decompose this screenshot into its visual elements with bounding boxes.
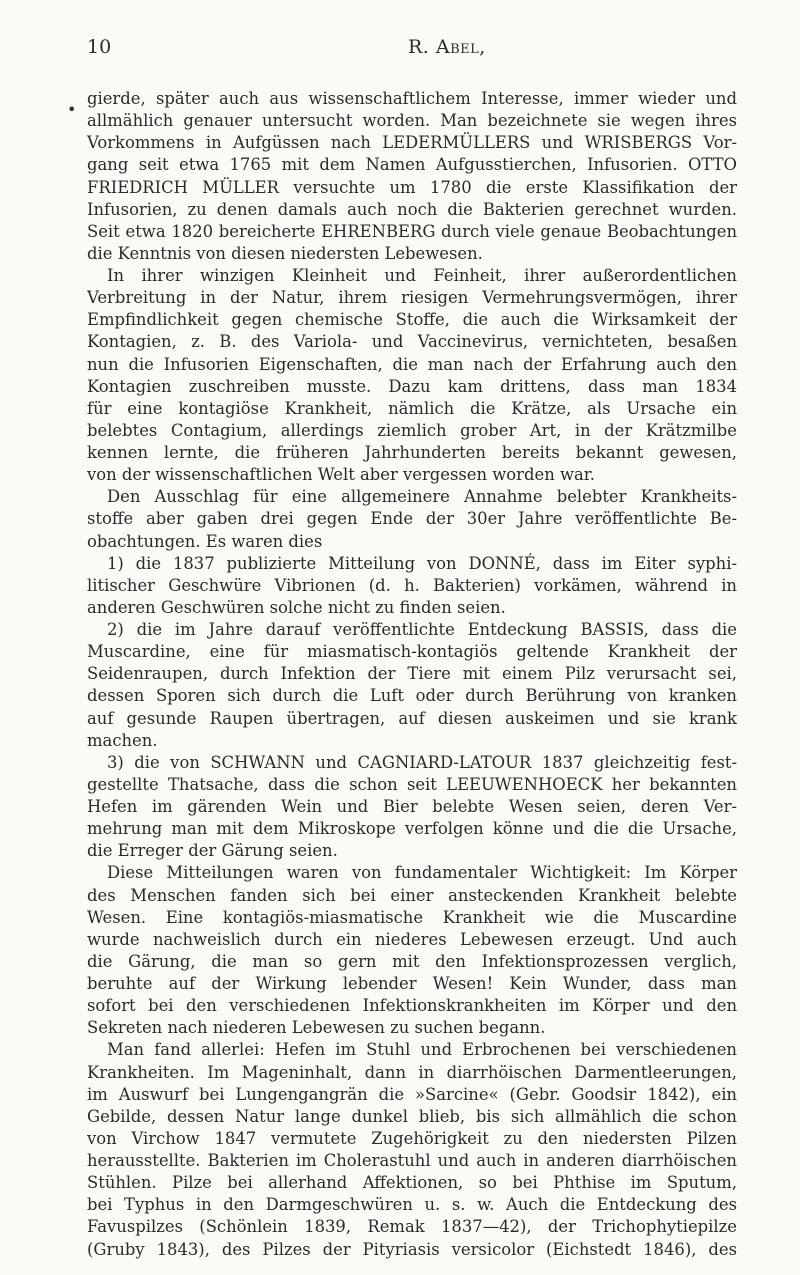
- text-line: des Menschen fanden sich bei einer ansteckenden Krankheit belebte: [87, 885, 737, 905]
- text-line: Hefen im gärenden Wein und Bier belebte Wesen seien, deren Ver-: [87, 797, 737, 816]
- text-line: Verbreitung in der Natur, ihrem riesigen Vermehrungsvermögen, ihrer: [87, 288, 737, 308]
- text-line: anderen Geschwüren solche nicht zu finden seien.: [87, 597, 506, 617]
- text-line: machen.: [87, 730, 158, 750]
- text-line: herausstellte. Bakterien im Cholerastuhl und auch in anderen diarrhöischen: [87, 1151, 737, 1170]
- text-line: Muscardine, eine für miasmatisch-kontagiös geltende Krankheit der: [87, 642, 737, 662]
- text-line: Krankheiten. Im Mageninhalt, dann in diarrhöischen Darmentleerungen,: [87, 1062, 737, 1082]
- text-line: FRIEDRICH MÜLLER versuchte um 1780 die erste Klassifikation der: [87, 177, 737, 197]
- text-line: Stühlen. Pilze bei allerhand Affektionen, so bei Phthise im Sputum,: [87, 1173, 737, 1193]
- text-line: für eine kontagiöse Krankheit, nämlich die Krätze, als Ursache ein: [87, 398, 737, 418]
- text-line: Empfindlichkeit gegen chemische Stoffe, die auch die Wirksamkeit der: [87, 310, 737, 330]
- text-line: die Erreger der Gärung seien.: [87, 841, 338, 861]
- text-line: (Gruby 1843), des Pilzes der Pityriasis versicolor (Eichstedt 1846), des: [87, 1239, 737, 1259]
- text-line: Vorkommens in Aufgüssen nach LEDERMÜLLERS und WRISBERGS Vor-: [87, 133, 737, 153]
- text-line: von Virchow 1847 vermutete Zugehörigkeit zu den niedersten Pilzen: [87, 1128, 737, 1148]
- text-line: wurde nachweislich durch ein niederes Lebewesen erzeugt. Und auch: [87, 929, 737, 949]
- text-line: obachtungen. Es waren dies: [87, 531, 323, 551]
- text-line: Diese Mitteilungen waren von fundamentaler Wichtigkeit: Im Körper: [107, 863, 737, 883]
- text-line: nun die Infusorien Eigenschaften, die man nach der Erfahrung auch den: [87, 354, 737, 374]
- text-line: In ihrer winzigen Kleinheit und Feinheit, ihrer außerordentlichen: [107, 266, 737, 285]
- text-line: Wesen. Eine kontagiös-miasmatische Krankheit wie die Muscardine: [87, 907, 737, 927]
- text-line: Man fand allerlei: Hefen im Stuhl und Erbrochenen bei verschiedenen: [107, 1040, 737, 1060]
- text-line: Favuspilzes (Schönlein 1839, Remak 1837—42), der Trichophytiepilze: [87, 1217, 737, 1237]
- page-number: 10: [87, 36, 112, 58]
- text-line: Infusorien, zu denen damals auch noch die Bakterien gerechnet wurden.: [87, 199, 737, 219]
- text-line: Seidenraupen, durch Infektion der Tiere mit einem Pilz verursacht sei,: [87, 664, 737, 684]
- text-line: auf gesunde Raupen übertragen, auf diesen auskeimen und sie krank: [87, 708, 737, 728]
- text-line: allmählich genauer untersucht worden. Man bezeichnete sie wegen ihres: [87, 111, 737, 131]
- text-line: belebtes Contagium, allerdings ziemlich grober Art, in der Krätzmilbe: [87, 420, 737, 440]
- text-line: Kontagien zuschreiben musste. Dazu kam drittens, dass man 1834: [87, 376, 737, 396]
- text-line: 3) die von SCHWANN und CAGNIARD-LATOUR 1837 gleichzeitig fest-: [107, 752, 737, 772]
- text-line: stoffe aber gaben drei gegen Ende der 30er Jahre veröffentlichte Be-: [87, 509, 737, 529]
- text-line: die Gärung, die man so gern mit den Infektionsprozessen verglich,: [87, 951, 737, 971]
- text-line: gestellte Thatsache, dass die schon seit LEEUWENHOECK her bekannten: [87, 774, 737, 794]
- text-line: 2) die im Jahre darauf veröffentlichte Entdeckung BASSIS, dass die: [107, 620, 737, 639]
- text-line: gang seit etwa 1765 mit dem Namen Aufgusstierchen, Infusorien. OTTO: [87, 155, 737, 175]
- text-line: Den Ausschlag für eine allgemeinere Annahme belebter Krankheits-: [107, 487, 737, 507]
- text-line: Gebilde, dessen Natur lange dunkel blieb, bis sich allmählich die schon: [87, 1106, 737, 1126]
- text-line: gierde, später auch aus wissenschaftlichem Interesse, immer wieder und: [87, 89, 737, 108]
- text-line: Kontagien, z. B. des Variola- und Vaccinevirus, vernichteten, besaßen: [87, 332, 737, 352]
- text-line: im Auswurf bei Lungengangrän die »Sarcine« (Gebr. Goodsir 1842), ein: [87, 1084, 737, 1104]
- margin-mark: •: [67, 100, 77, 119]
- text-line: die Kenntnis von diesen niedersten Lebewesen.: [87, 243, 483, 263]
- text-line: Seit etwa 1820 bereicherte EHRENBERG durch viele genaue Beobachtungen: [87, 221, 737, 241]
- text-line: 1) die 1837 publizierte Mitteilung von DONNÉ, dass im Eiter syphi-: [107, 553, 737, 573]
- running-head: R. Abel,: [408, 36, 486, 58]
- text-line: litischer Geschwüre Vibrionen (d. h. Bakterien) vorkämen, während in: [87, 575, 737, 595]
- text-line: kennen lernte, die früheren Jahrhunderten bereits bekannt gewesen,: [87, 443, 737, 462]
- text-line: sofort bei den verschiedenen Infektionskrankheiten im Körper und den: [87, 996, 737, 1016]
- text-line: von der wissenschaftlichen Welt aber vergessen worden war.: [87, 465, 596, 485]
- body-text: [87, 88, 737, 1261]
- text-line: mehrung man mit dem Mikroskope verfolgen könne und die die Ursache,: [87, 819, 737, 839]
- text-line: Sekreten nach niederen Lebewesen zu suchen begann.: [87, 1018, 546, 1038]
- text-line: dessen Sporen sich durch die Luft oder durch Berührung von kranken: [87, 686, 737, 706]
- text-line: bei Typhus in den Darmgeschwüren u. s. w. Auch die Entdeckung des: [87, 1195, 737, 1215]
- page-header: [87, 36, 737, 64]
- text-line: beruhte auf der Wirkung lebender Wesen! Kein Wunder, dass man: [87, 974, 737, 993]
